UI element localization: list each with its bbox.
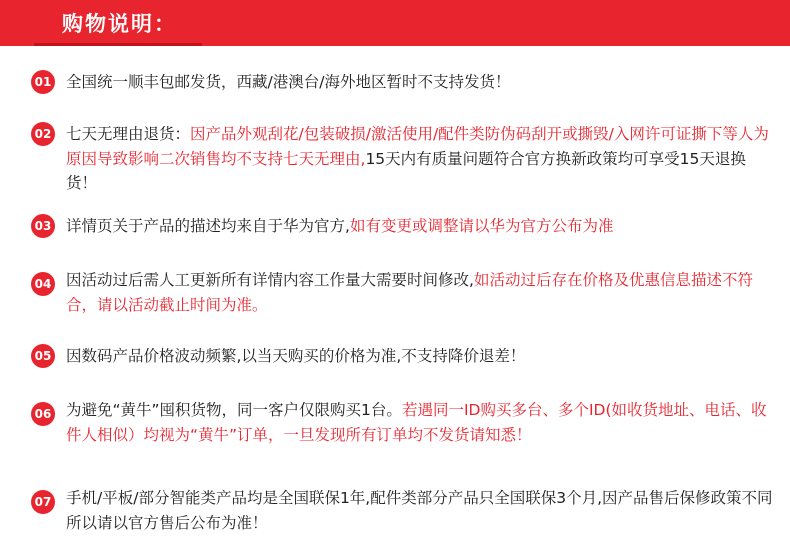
- item-text: [66, 344, 774, 369]
- item-plain-text: 七天无理由退货：: [66, 125, 191, 143]
- item-text: [66, 214, 774, 239]
- item-plain-text: 因数码产品价格波动频繁,以当天购买的价格为准,不支持降价退差！: [66, 347, 526, 365]
- item-plain-text: 全国统一顺丰包邮发货，西藏/港澳台/海外地区暂时不支持发货！: [66, 73, 511, 91]
- item-number-badge: 01: [31, 70, 55, 94]
- item-number-badge: 02: [31, 122, 55, 146]
- item-plain-text-2: 15天内有质量问题符合官方换新政策均可享受15天退换货！: [66, 149, 746, 192]
- item-text: [66, 268, 774, 317]
- item-highlight-text: 如活动过后存在价格及优惠信息描述不符合，请以活动截止时间为准。: [66, 271, 753, 314]
- item-highlight-text: 因产品外观刮花/包装破损/激活使用/配件类防伪码刮开或撕毁/入网许可证撕下等人为原因导致影响二次销售均不支持七天无理由,: [66, 125, 769, 168]
- item-number-badge: 05: [31, 344, 55, 368]
- item-text: [66, 398, 774, 447]
- item-highlight-text: 若遇同一ID购买多台、多个ID(如收货地址、电话、收件人相似）均视为“黄牛”订单，一旦发现所有订单均不发货请知悉！: [66, 401, 767, 444]
- item-number-badge: 03: [31, 214, 55, 238]
- item-number-badge: 07: [31, 490, 55, 514]
- item-text: [66, 486, 774, 535]
- item-plain-text: 因活动过后需人工更新所有详情内容工作量大需要时间修改,: [66, 271, 474, 289]
- item-number-badge: 04: [31, 272, 55, 296]
- item-number-badge: 06: [31, 402, 55, 426]
- item-text: [66, 122, 774, 196]
- header-bar: [0, 0, 790, 46]
- page-title: 购物说明：: [62, 12, 177, 36]
- item-plain-text: 详情页关于产品的描述均来自于华为官方,: [66, 217, 350, 235]
- item-text: [66, 70, 774, 95]
- item-plain-text: 手机/平板/部分智能类产品均是全国联保1年,配件类部分产品只全国联保3个月,因产品售后保修政策不同所以请以官方售后公布为准！: [66, 489, 773, 532]
- item-plain-text: 为避免“黄牛”囤积货物，同一客户仅限购买1台。: [66, 401, 402, 419]
- item-highlight-text: 如有变更或调整请以华为官方公布为准: [349, 217, 614, 235]
